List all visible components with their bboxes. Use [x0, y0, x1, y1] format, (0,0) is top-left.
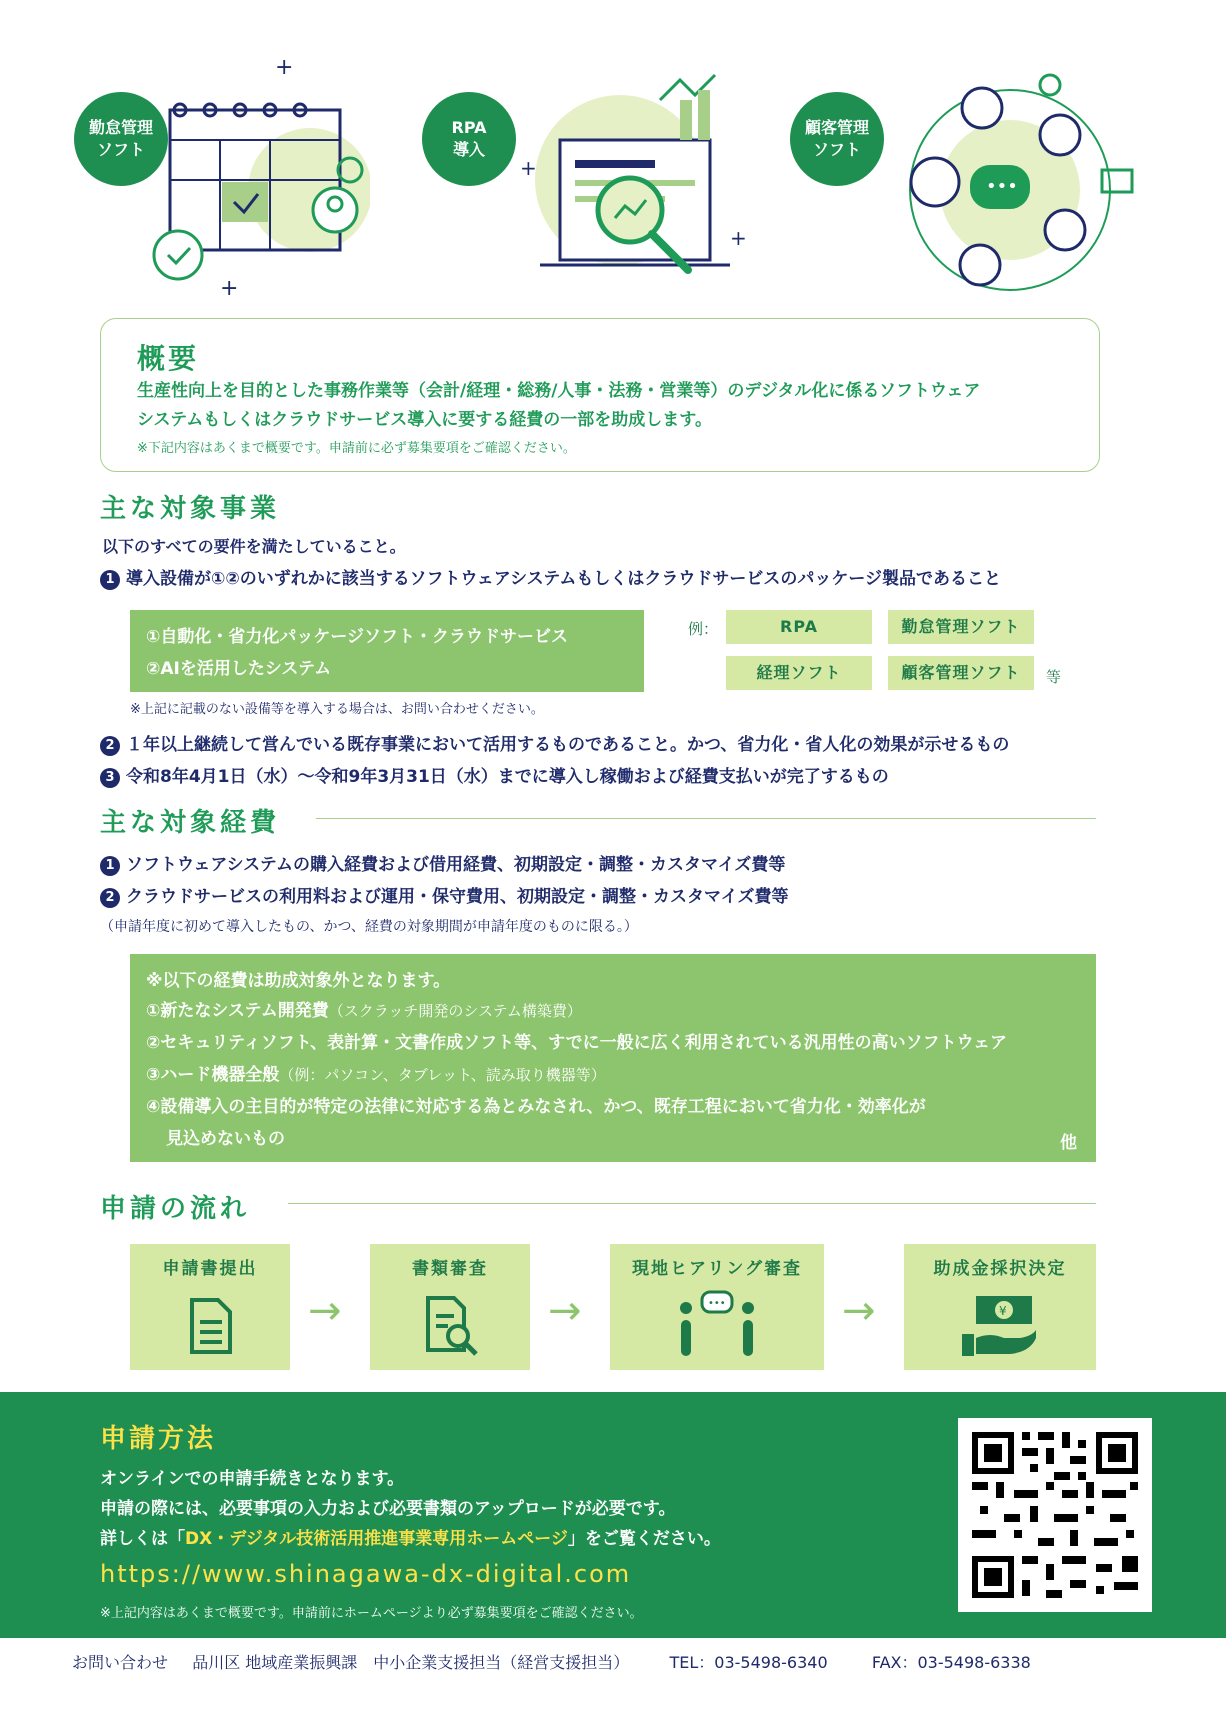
- apply-url-link[interactable]: https://www.shinagawa-dx-digital.com: [100, 1560, 632, 1588]
- number-badge-1: 1: [100, 570, 120, 590]
- badge-crm-label: 顧客管理 ソフト: [804, 118, 869, 159]
- exclusions-title: ※以下の経費は助成対象外となります。: [146, 971, 451, 991]
- flow-step-review-label: 書類審査: [412, 1259, 488, 1279]
- flow-step-review: [370, 1244, 530, 1370]
- flow-arrow-3: →: [842, 1288, 876, 1334]
- badge-crm-software: [790, 92, 884, 186]
- expense-item-2-text: クラウドサービスの利用料および運用・保守費用、初期設定・調整・カスタマイズ費等: [126, 887, 789, 907]
- summary-text-line1: 生産性向上を目的とした事務作業等（会計/経理・総務/人事・法務・営業等）のデジタル化に係るソフトウェア: [137, 381, 981, 401]
- svg-text:•••: •••: [708, 1298, 726, 1309]
- flow-title: 申請の流れ: [100, 1194, 251, 1224]
- expense-item-1-text: ソフトウェアシステムの購入経費および借用経費、初期設定・調整・カスタマイズ費等: [126, 855, 786, 875]
- apply-title: 申請方法: [100, 1424, 217, 1454]
- examples-suffix: 等: [1046, 668, 1062, 686]
- software-type-note: ※上記に記載のない設備等を導入する場合は、お問い合わせください。: [130, 702, 544, 717]
- expense-number-badge-1: 1: [100, 856, 120, 876]
- badge-attendance-software: [74, 92, 168, 186]
- svg-text:¥: ¥: [999, 1304, 1007, 1318]
- flow-step-decision-label: 助成金採択決定: [933, 1259, 1067, 1279]
- svg-text:+: +: [520, 156, 537, 180]
- badge-rpa: [422, 92, 516, 186]
- contact-dept: 品川区 地域産業振興課 中小企業支援担当（経営支援担当）: [192, 1653, 630, 1672]
- software-type-box: [130, 610, 644, 692]
- example-accounting: 経理ソフト: [726, 656, 872, 690]
- exclusion-3-main: ③ハード機器全般: [146, 1065, 280, 1085]
- flow-step-hearing: [610, 1244, 824, 1370]
- flow-step-hearing-label: 現地ヒアリング審査: [632, 1259, 802, 1279]
- requirement-3-text: 令和8年4月1日（水）～令和9年3月31日（水）までに導入し稼働および経費支払いが完了するもの: [126, 767, 889, 787]
- expenses-title: 主な対象経費: [100, 808, 281, 838]
- svg-text:+: +: [730, 226, 747, 250]
- targets-title: 主な対象事業: [100, 494, 281, 524]
- document-icon: [180, 1296, 240, 1356]
- exclusion-1: [146, 996, 582, 1021]
- exclusion-4-line2: 見込めないもの: [166, 1129, 285, 1149]
- document-search-icon: [418, 1294, 482, 1358]
- summary-text: [137, 377, 980, 435]
- apply-line3-pre: 詳しくは「: [100, 1529, 185, 1549]
- contact-fax: FAX：03-5498-6338: [871, 1653, 1031, 1672]
- exclusions-box: [130, 954, 1096, 1162]
- expenses-title-rule: [316, 818, 1096, 819]
- contact-line: [72, 1650, 1031, 1673]
- flow-step-decision: [904, 1244, 1096, 1370]
- targets-intro: 以下のすべての要件を満たしていること。: [102, 537, 406, 556]
- flow-arrow-2: →: [548, 1288, 582, 1334]
- expenses-item-2: [100, 882, 789, 908]
- exclusion-3-sub: （例：パソコン、タブレット、読み取り機器等）: [279, 1066, 606, 1084]
- exclusion-1-sub: （スクラッチ開発のシステム構築費）: [328, 1002, 582, 1020]
- expense-number-badge-2: 2: [100, 888, 120, 908]
- exclusion-3: [146, 1060, 606, 1085]
- svg-text:+: +: [275, 55, 294, 80]
- qr-code[interactable]: [958, 1418, 1152, 1612]
- example-rpa: RPA: [726, 610, 872, 644]
- exclusion-1-main: ①新たなシステム開発費: [146, 1001, 329, 1021]
- software-type-line1: ①自動化・省力化パッケージソフト・クラウドサービス: [146, 627, 569, 647]
- example-attendance: 勤怠管理ソフト: [888, 610, 1034, 644]
- requirement-2-text: １年以上継続して営んでいる既存事業において活用するものであること。かつ、省力化・省人化の効果が示せるもの: [126, 735, 1010, 755]
- summary-title: 概要: [137, 342, 200, 375]
- software-type-line2: ②AIを活用したシステム: [146, 659, 332, 679]
- apply-line3-post: 」をご覧ください。: [567, 1529, 721, 1549]
- summary-text-line2: システムもしくはクラウドサービス導入に要する経費の一部を助成します。: [137, 410, 712, 430]
- targets-requirement-1: [100, 564, 1001, 590]
- contact-label: お問い合わせ: [72, 1653, 169, 1672]
- exclusion-4-line1: ④設備導入の主目的が特定の法律に対応する為とみなされ、かつ、既存工程において省力化・効率化が: [146, 1097, 926, 1117]
- targets-requirement-2: [100, 730, 1009, 756]
- people-talking-icon: [672, 1290, 762, 1360]
- flow-step-submit: [130, 1244, 290, 1370]
- example-crm: 顧客管理ソフト: [888, 656, 1034, 690]
- calendar-clock-illustration: [150, 40, 370, 300]
- svg-text:+: +: [220, 276, 239, 300]
- crm-network-illustration: [860, 40, 1140, 300]
- apply-homepage-link[interactable]: DX・デジタル技術活用推進事業専用ホームページ: [185, 1529, 568, 1549]
- qr-code-icon: [958, 1418, 1152, 1612]
- summary-box: [100, 318, 1100, 472]
- badge-rpa-label: RPA 導入: [451, 118, 487, 159]
- number-badge-2: 2: [100, 736, 120, 756]
- apply-note: ※上記内容はあくまで概要です。申請前にホームページより必ず募集要項をご確認ください。: [100, 1606, 643, 1621]
- exclusions-other: 他: [1060, 1133, 1077, 1153]
- svg-text:•••: •••: [986, 176, 1018, 197]
- badge-attendance-label: 勤怠管理 ソフト: [88, 118, 153, 159]
- application-method-band: [0, 1392, 1226, 1638]
- apply-line3: [100, 1524, 721, 1549]
- requirement-1-text: 導入設備が①②のいずれかに該当するソフトウェアシステムもしくはクラウドサービスのパッケージ製品であること: [126, 569, 1002, 589]
- expenses-note: （申請年度に初めて導入したもの、かつ、経費の対象期間が申請年度のものに限る。）: [100, 919, 638, 935]
- flow-arrow-1: →: [308, 1288, 342, 1334]
- flow-step-submit-label: 申請書提出: [162, 1259, 258, 1279]
- summary-note: ※下記内容はあくまで概要です。申請前に必ず募集要項をご確認ください。: [137, 441, 576, 456]
- contact-tel: TEL：03-5498-6340: [669, 1653, 828, 1672]
- apply-line1: オンラインでの申請手続きとなります。: [100, 1469, 405, 1489]
- flow-title-rule: [288, 1203, 1096, 1204]
- rpa-laptop-illustration: [480, 40, 750, 300]
- number-badge-3: 3: [100, 768, 120, 788]
- money-hand-icon: [960, 1294, 1040, 1358]
- expenses-item-1: [100, 850, 785, 876]
- apply-line2: 申請の際には、必要事項の入力および必要書類のアップロードが必要です。: [100, 1499, 676, 1519]
- targets-requirement-3: [100, 762, 889, 788]
- examples-label: 例：: [688, 620, 719, 638]
- exclusion-2: ②セキュリティソフト、表計算・文書作成ソフト等、すでに一般に広く利用されている汎用性の高いソフトウェア: [146, 1033, 1007, 1053]
